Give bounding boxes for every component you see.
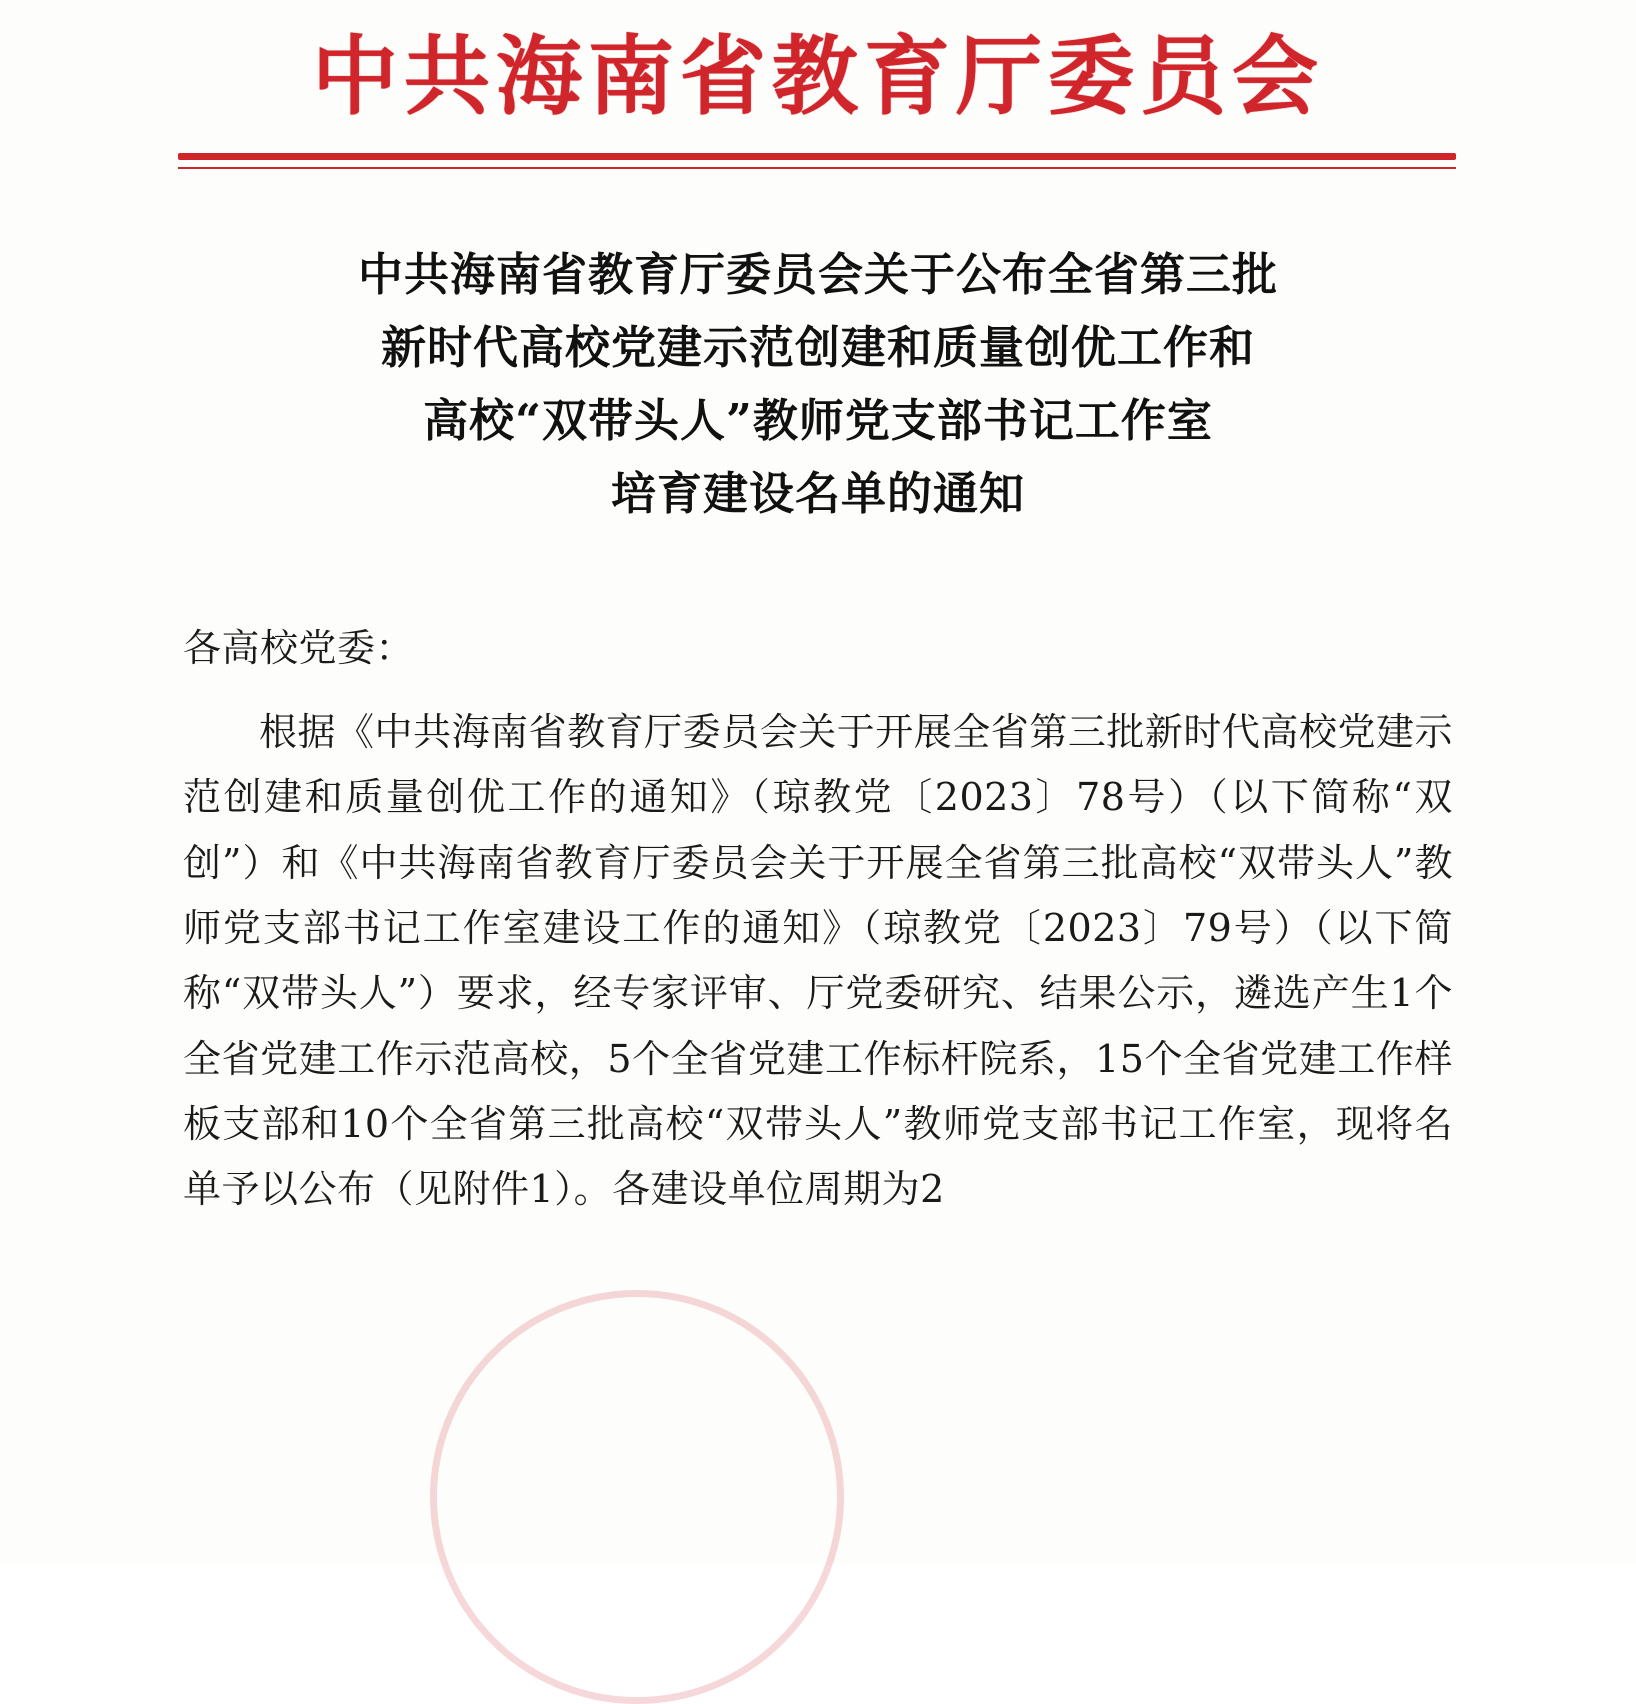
- salutation: 各高校党委：: [183, 626, 415, 671]
- document-title-line-4: 培育建设名单的通知: [610, 466, 1025, 520]
- letterhead-rules: [0, 153, 1636, 169]
- document-body: [183, 616, 1453, 1222]
- document-title-line-1: 中共海南省教育厅委员会关于公布全省第三批: [357, 247, 1278, 301]
- document-title: [193, 239, 1443, 531]
- letterhead: [0, 0, 1636, 169]
- document-title-line-3: 高校“双带头人”教师党支部书记工作室: [423, 393, 1213, 447]
- letterhead-rule-thin: [178, 167, 1456, 169]
- body-paragraph-1: 根据《中共海南省教育厅委员会关于开展全省第三批新时代高校党建示范创建和质量创优工作的通知》（琼教党〔2023〕78号）（以下简称“双创”）和《中共海南省教育厅委员会关于开展全省第三批高校“双带头人”教师党支部书记工作室建设工作的通知》（琼教党〔2023〕79号）（以下简称“双带头人”）要求，经专家评审、厅党委研究、结果公示，遴选产生1个全省党建工作示范高校，5个全省党建工作标杆院系，15个全省党建工作样板支部和10个全省第三批高校“双带头人”教师党支部书记工作室，现将名单予以公布（见附件1）。各建设单位周期为2: [183, 709, 1453, 1212]
- seal-impression: [430, 1290, 844, 1704]
- document-title-line-2: 新时代高校党建示范创建和质量创优工作和: [380, 320, 1255, 374]
- letterhead-rule-thick: [178, 153, 1456, 160]
- letterhead-organization: 中共海南省教育厅委员会: [312, 26, 1324, 127]
